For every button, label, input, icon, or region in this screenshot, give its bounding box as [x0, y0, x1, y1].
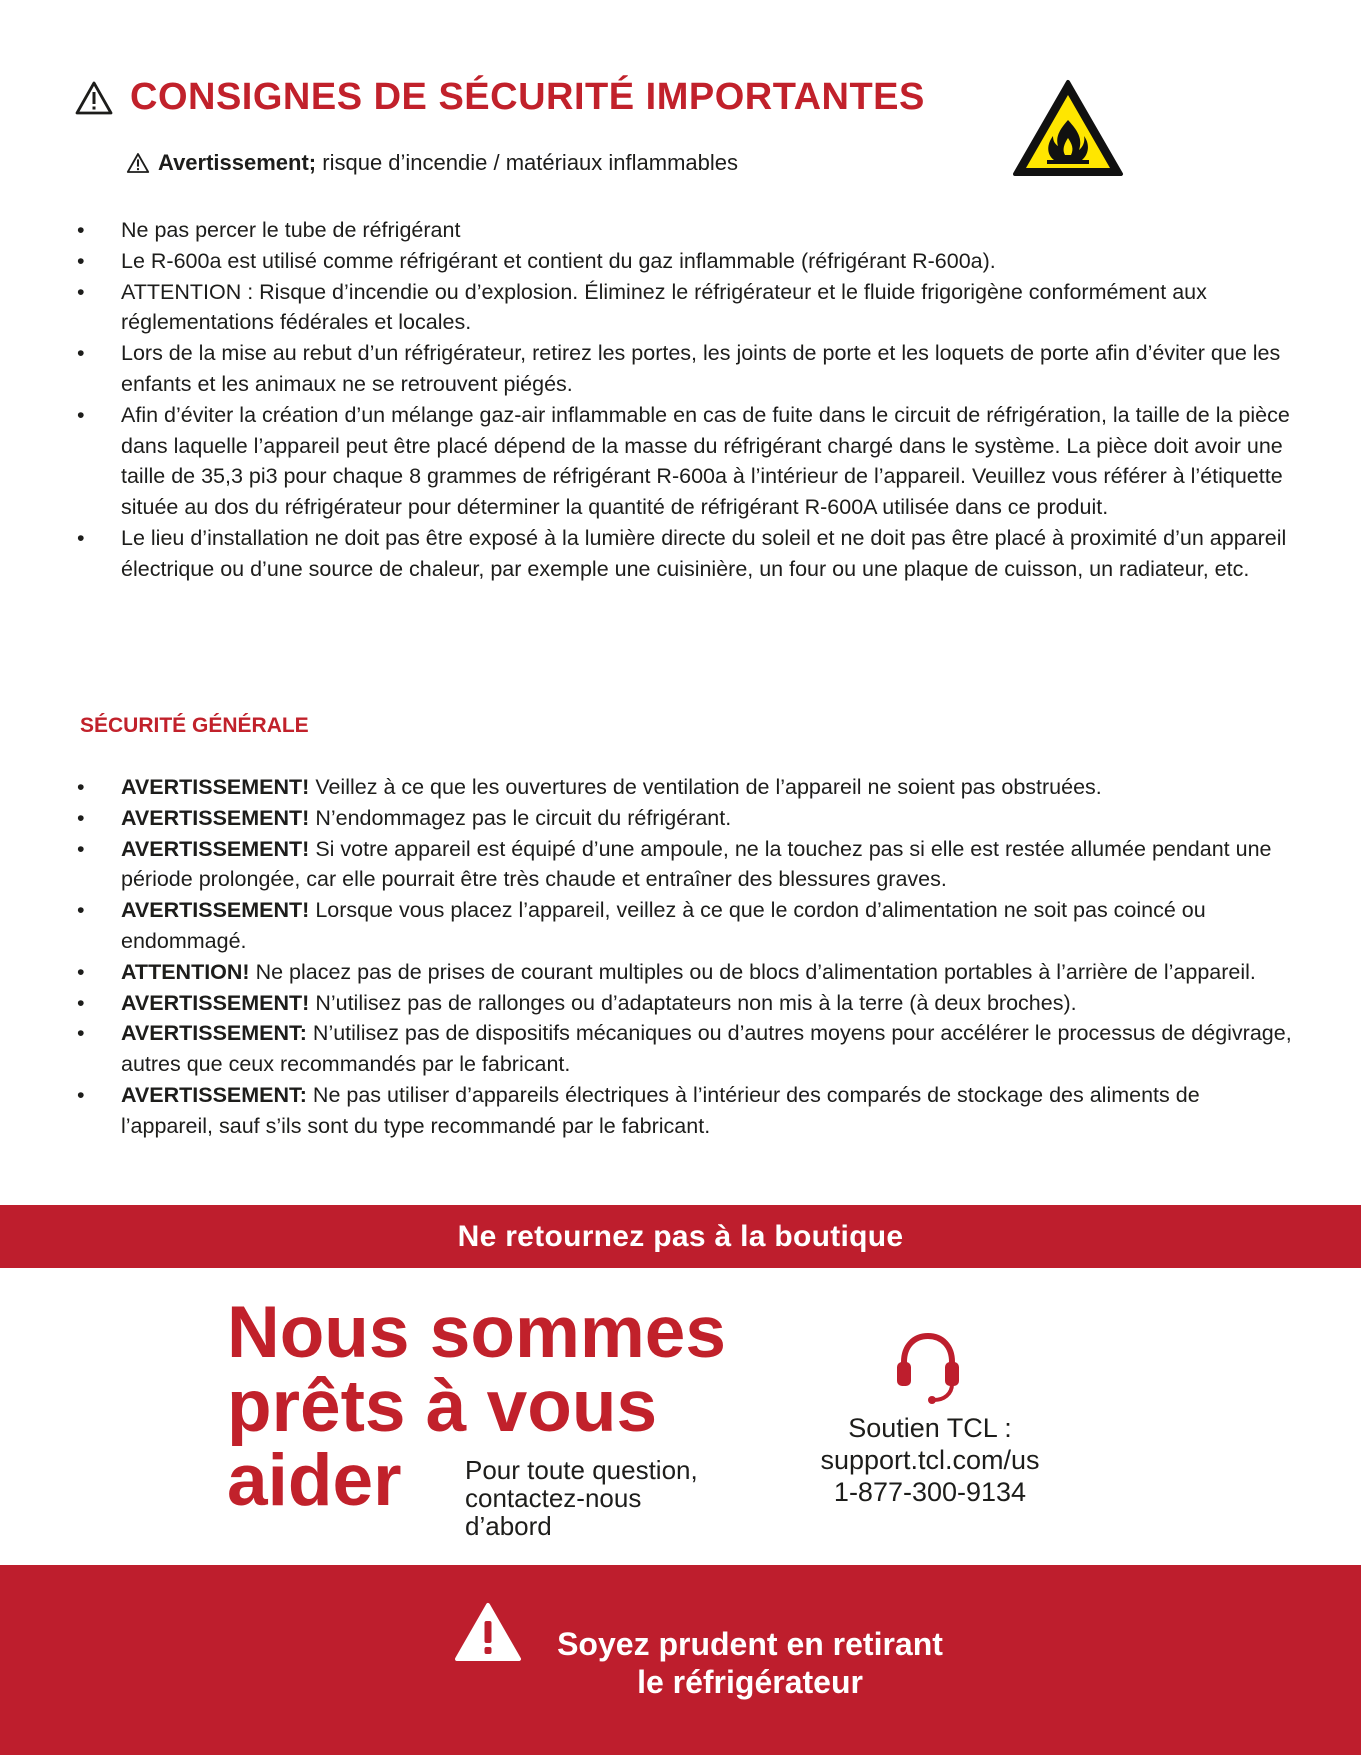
- warning-label: AVERTISSEMENT!: [121, 775, 310, 799]
- list-item: • Lors de la mise au rebut d’un réfrigérateur, retirez les portes, les joints de porte et les loquets de porte afin d’éviter que les enfants et les animaux ne se retrouvent piégés.: [81, 338, 1291, 400]
- title-row: [74, 76, 925, 119]
- warning-label: AVERTISSEMENT!: [121, 805, 310, 830]
- removal-caution-text: [530, 1625, 970, 1701]
- page-title: CONSIGNES DE SÉCURITÉ IMPORTANTES: [130, 76, 925, 118]
- warning-label: AVERTISSEMENT!: [121, 836, 310, 861]
- warning-label: AVERTISSEMENT!: [121, 898, 310, 923]
- support-headline-line: prêts à vous: [227, 1366, 658, 1447]
- warning-label: Avertissement;: [158, 150, 317, 175]
- list-item: • Le lieu d’installation ne doit pas être exposé à la lumière directe du soleil et ne doit pas être placé à proximité d’un appareil électrique ou d’une source de chaleur, par exemple une cuisinière, un four ou une plaque de cuisson, un radiateur, etc.: [81, 523, 1291, 585]
- warning-triangle-icon: [454, 1601, 522, 1663]
- removal-caution-line: le réfrigérateur: [637, 1664, 863, 1700]
- removal-caution-banner: [0, 1565, 1361, 1755]
- fire-risk-list: [81, 215, 1291, 585]
- contact-prompt-line: Pour toute question,: [465, 1455, 698, 1485]
- removal-caution-line: Soyez prudent en retirant: [557, 1626, 943, 1662]
- support-headline: [227, 1292, 847, 1447]
- warning-label: AVERTISSEMENT:: [121, 1082, 307, 1107]
- warning-text: risque d’incendie / matériaux inflammables: [316, 150, 739, 175]
- item-text: N’endommagez pas le circuit du réfrigérant.: [309, 805, 732, 830]
- warning-triangle-icon: [126, 152, 150, 174]
- list-item: • Afin d’éviter la création d’un mélange gaz-air inflammable en cas de fuite dans le circuit de réfrigération, la taille de la pièce dans laquelle l’appareil peut être placé dépend de la masse du réfrigérant chargé dans le système. La pièce doit avoir une taille de 35,3 pi3 pour chaque 8 grammes de réfrigérant R-600a à l’intérieur de l’appareil. Veuillez vous référer à l’étiquette située au dos du réfrigérateur pour déterminer la quantité de réfrigérant R-600A utilisée dans ce produit.: [81, 400, 1291, 523]
- contact-prompt-line: contactez-nous: [465, 1483, 642, 1513]
- list-item: [81, 895, 1296, 957]
- support-url[interactable]: support.tcl.com/us: [820, 1445, 1040, 1475]
- warning-label: AVERTISSEMENT:: [121, 1021, 307, 1046]
- item-text: N’utilisez pas de dispositifs mécaniques ou d’autres moyens pour accélérer le processus de dégivrage, autres que ceux recommandés par le fabricant.: [121, 1021, 1292, 1077]
- list-item: [81, 834, 1296, 896]
- support-headline-line: aider: [227, 1440, 402, 1521]
- support-phone[interactable]: 1-877-300-9134: [833, 1477, 1027, 1507]
- headset-icon: [892, 1330, 964, 1406]
- warning-triangle-icon: [74, 80, 114, 116]
- item-text: Si votre appareil est équipé d’une ampoule, ne la touchez pas si elle est restée allumée pendant une période prolongée, car elle pourrait être très chaude et entraîner des blessures graves.: [121, 836, 1272, 892]
- list-item: • Ne pas percer le tube de réfrigérant: [81, 215, 1291, 246]
- list-item: • Le R-600a est utilisé comme réfrigérant et contient du gaz inflammable (réfrigérant R-600a).: [81, 246, 1291, 277]
- list-item: • ATTENTION : Risque d’incendie ou d’explosion. Éliminez le réfrigérateur et le fluide frigorigène conformément aux réglementations fédérales et locales.: [81, 277, 1291, 339]
- contact-prompt: [465, 1456, 698, 1540]
- contact-prompt-line: d’abord: [465, 1511, 552, 1541]
- item-text: Lorsque vous placez l’appareil, veillez à ce que le cordon d’alimentation ne soit pas coincé ou endommagé.: [121, 898, 1206, 953]
- support-contact: [780, 1412, 1080, 1508]
- list-item: [81, 988, 1296, 1019]
- item-text: Ne pas utiliser d’appareils électriques à l’intérieur des comparés de stockage des aliments de l’appareil, sauf s’ils sont du type recommandé par le fabricant.: [121, 1082, 1200, 1138]
- general-safety-list: [81, 772, 1296, 1142]
- list-item: [81, 1080, 1296, 1142]
- section-heading: SÉCURITÉ GÉNÉRALE: [80, 714, 309, 737]
- item-text: N’utilisez pas de rallonges ou d’adaptateurs non mis à la terre (à deux broches).: [309, 990, 1077, 1015]
- flammable-warning-icon: [1011, 78, 1125, 178]
- flammable-warning-line: [126, 150, 738, 176]
- item-text: Ne placez pas de prises de courant multiples ou de blocs d’alimentation portables à l’arrière de l’appareil.: [249, 959, 1256, 984]
- item-text: Veillez à ce que les ouvertures de ventilation de l’appareil ne soient pas obstruées.: [309, 775, 1102, 799]
- list-item: [81, 803, 1296, 834]
- return-banner-text: Ne retournez pas à la boutique: [457, 1219, 904, 1253]
- support-headline-line: Nous sommes: [227, 1292, 726, 1373]
- return-banner: [0, 1205, 1361, 1268]
- list-item: [81, 772, 1296, 803]
- warning-label: ATTENTION!: [121, 959, 250, 984]
- list-item: [81, 957, 1296, 988]
- list-item: [81, 1018, 1296, 1080]
- support-label: Soutien TCL :: [848, 1413, 1012, 1443]
- warning-label: AVERTISSEMENT!: [121, 990, 310, 1015]
